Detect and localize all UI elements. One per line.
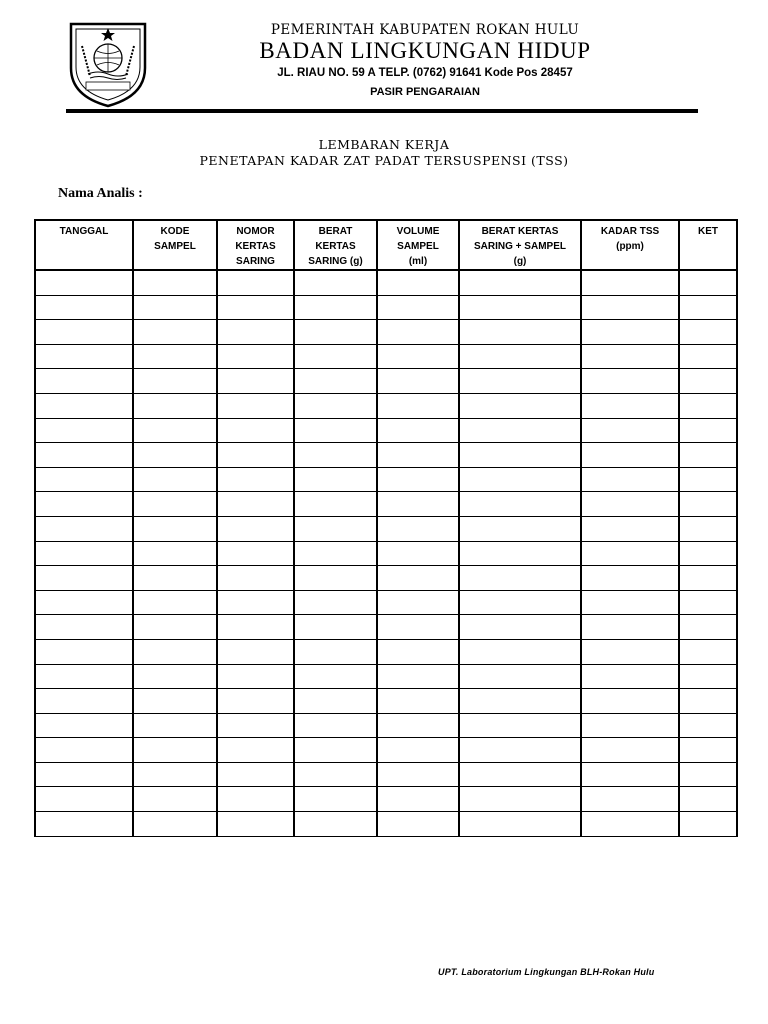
table-cell[interactable] (581, 468, 679, 493)
table-cell[interactable] (581, 566, 679, 591)
table-cell[interactable] (133, 542, 217, 567)
table-cell[interactable] (294, 369, 377, 394)
table-cell[interactable] (459, 714, 581, 739)
table-cell[interactable] (133, 345, 217, 370)
table-cell[interactable] (459, 419, 581, 444)
table-row (35, 345, 737, 370)
table-cell[interactable] (35, 320, 133, 345)
table-cell[interactable] (294, 812, 377, 837)
table-cell[interactable] (377, 443, 459, 468)
table-cell[interactable] (294, 517, 377, 542)
table-cell[interactable] (217, 640, 294, 665)
table-cell[interactable] (294, 763, 377, 788)
table-cell[interactable] (377, 320, 459, 345)
table-cell[interactable] (294, 689, 377, 714)
table-cell[interactable] (294, 394, 377, 419)
table-cell[interactable] (581, 419, 679, 444)
table-row (35, 566, 737, 591)
table-cell[interactable] (679, 591, 737, 616)
column-header: KADAR TSS (ppm) (581, 220, 679, 271)
table-cell[interactable] (377, 468, 459, 493)
column-header: NOMOR KERTAS SARING (217, 220, 294, 271)
table-cell[interactable] (459, 271, 581, 296)
table-row (35, 443, 737, 468)
table-cell[interactable] (294, 665, 377, 690)
table-cell[interactable] (133, 787, 217, 812)
table-cell[interactable] (679, 296, 737, 321)
table-cell[interactable] (217, 542, 294, 567)
table-cell[interactable] (679, 419, 737, 444)
table-cell[interactable] (217, 271, 294, 296)
table-cell[interactable] (294, 271, 377, 296)
table-cell[interactable] (679, 320, 737, 345)
table-cell[interactable] (217, 394, 294, 419)
table-cell[interactable] (35, 296, 133, 321)
table-cell[interactable] (459, 763, 581, 788)
table-cell[interactable] (133, 419, 217, 444)
table-cell[interactable] (294, 296, 377, 321)
table-cell[interactable] (294, 738, 377, 763)
table-cell[interactable] (581, 787, 679, 812)
table-row (35, 320, 737, 345)
table-cell[interactable] (679, 345, 737, 370)
table-cell[interactable] (217, 517, 294, 542)
table-cell[interactable] (35, 787, 133, 812)
analyst-name-label: Nama Analis : (58, 186, 143, 201)
table-cell[interactable] (459, 443, 581, 468)
table-cell[interactable] (679, 443, 737, 468)
table-cell[interactable] (679, 566, 737, 591)
table-cell[interactable] (377, 345, 459, 370)
table-row (35, 812, 737, 837)
table-cell[interactable] (217, 763, 294, 788)
table-cell[interactable] (679, 738, 737, 763)
table-cell[interactable] (377, 492, 459, 517)
table-cell[interactable] (377, 566, 459, 591)
table-cell[interactable] (377, 271, 459, 296)
table-cell[interactable] (294, 566, 377, 591)
table-cell[interactable] (35, 738, 133, 763)
table-cell[interactable] (581, 591, 679, 616)
table-cell[interactable] (217, 787, 294, 812)
table-cell[interactable] (459, 738, 581, 763)
table-cell[interactable] (679, 271, 737, 296)
table-cell[interactable] (581, 738, 679, 763)
table-cell[interactable] (217, 320, 294, 345)
table-cell[interactable] (133, 591, 217, 616)
table-cell[interactable] (133, 738, 217, 763)
table-cell[interactable] (459, 787, 581, 812)
column-header: KET (679, 220, 737, 271)
table-cell[interactable] (133, 689, 217, 714)
table-cell[interactable] (294, 468, 377, 493)
worksheet-table-frame (34, 219, 738, 837)
table-cell[interactable] (217, 812, 294, 837)
table-cell[interactable] (581, 665, 679, 690)
table-cell[interactable] (35, 419, 133, 444)
table-cell[interactable] (679, 492, 737, 517)
table-cell[interactable] (35, 542, 133, 567)
table-cell[interactable] (377, 419, 459, 444)
table-cell[interactable] (133, 763, 217, 788)
table-cell[interactable] (581, 640, 679, 665)
table-cell[interactable] (133, 443, 217, 468)
table-cell[interactable] (679, 615, 737, 640)
agency-address: JL. RIAU NO. 59 A TELP. (0762) 91641 Kode Pos 28457 (277, 67, 573, 79)
table-cell[interactable] (35, 689, 133, 714)
table-cell[interactable] (459, 542, 581, 567)
table-cell[interactable] (459, 296, 581, 321)
table-cell[interactable] (35, 517, 133, 542)
worksheet-table (35, 220, 737, 837)
table-row (35, 591, 737, 616)
table-row (35, 689, 737, 714)
table-row (35, 492, 737, 517)
table-cell[interactable] (459, 665, 581, 690)
table-cell[interactable] (294, 320, 377, 345)
government-name: PEMERINTAH KABUPATEN ROKAN HULU (270, 22, 580, 38)
column-header: TANGGAL (35, 220, 133, 271)
table-cell[interactable] (294, 714, 377, 739)
table-row (35, 394, 737, 419)
table-cell[interactable] (581, 714, 679, 739)
rokan-hulu-emblem-icon (66, 16, 150, 108)
table-cell[interactable] (581, 615, 679, 640)
table-row (35, 468, 737, 493)
table-row (35, 714, 737, 739)
table-cell[interactable] (459, 320, 581, 345)
table-cell[interactable] (679, 542, 737, 567)
table-cell[interactable] (35, 468, 133, 493)
table-cell[interactable] (377, 763, 459, 788)
document-subtitle: PENETAPAN KADAR ZAT PADAT TERSUSPENSI (TSS) (199, 153, 569, 168)
table-cell[interactable] (294, 542, 377, 567)
table-cell[interactable] (217, 665, 294, 690)
table-row (35, 419, 737, 444)
table-body (35, 271, 737, 837)
table-cell[interactable] (133, 812, 217, 837)
table-cell[interactable] (459, 566, 581, 591)
table-cell[interactable] (133, 369, 217, 394)
table-cell[interactable] (217, 419, 294, 444)
table-row (35, 542, 737, 567)
table-cell[interactable] (459, 492, 581, 517)
table-header-row (35, 220, 737, 271)
table-cell[interactable] (459, 345, 581, 370)
table-cell[interactable] (679, 812, 737, 837)
table-cell[interactable] (35, 443, 133, 468)
table-cell[interactable] (133, 468, 217, 493)
table-cell[interactable] (459, 640, 581, 665)
table-row (35, 517, 737, 542)
table-cell[interactable] (581, 271, 679, 296)
table-cell[interactable] (35, 640, 133, 665)
table-cell[interactable] (217, 492, 294, 517)
table-cell[interactable] (377, 296, 459, 321)
table-cell[interactable] (459, 591, 581, 616)
table-cell[interactable] (581, 345, 679, 370)
table-row (35, 271, 737, 296)
table-cell[interactable] (679, 369, 737, 394)
table-cell[interactable] (35, 591, 133, 616)
table-cell[interactable] (377, 812, 459, 837)
table-cell[interactable] (679, 665, 737, 690)
table-cell[interactable] (679, 640, 737, 665)
table-cell[interactable] (35, 812, 133, 837)
agency-name: BADAN LINGKUNGAN HIDUP (259, 38, 591, 63)
table-cell[interactable] (679, 714, 737, 739)
table-cell[interactable] (35, 763, 133, 788)
table-cell[interactable] (217, 345, 294, 370)
table-cell[interactable] (133, 296, 217, 321)
column-header: KODE SAMPEL (133, 220, 217, 271)
table-cell[interactable] (581, 689, 679, 714)
table-cell[interactable] (377, 787, 459, 812)
table-cell[interactable] (35, 369, 133, 394)
table-cell[interactable] (377, 640, 459, 665)
footer-lab-name: UPT. Laboratorium Lingkungan BLH-Rokan Hulu (438, 967, 655, 977)
table-cell[interactable] (133, 640, 217, 665)
table-cell[interactable] (377, 517, 459, 542)
table-cell[interactable] (581, 812, 679, 837)
table-cell[interactable] (217, 566, 294, 591)
table-cell[interactable] (35, 271, 133, 296)
table-cell[interactable] (217, 714, 294, 739)
table-cell[interactable] (217, 296, 294, 321)
table-cell[interactable] (133, 271, 217, 296)
table-cell[interactable] (377, 714, 459, 739)
table-cell[interactable] (133, 517, 217, 542)
table-cell[interactable] (294, 615, 377, 640)
table-cell[interactable] (581, 394, 679, 419)
table-cell[interactable] (35, 665, 133, 690)
table-cell[interactable] (581, 542, 679, 567)
table-cell[interactable] (377, 615, 459, 640)
table-cell[interactable] (581, 320, 679, 345)
table-row (35, 369, 737, 394)
table-cell[interactable] (679, 763, 737, 788)
table-cell[interactable] (294, 492, 377, 517)
table-cell[interactable] (581, 369, 679, 394)
table-cell[interactable] (294, 419, 377, 444)
table-cell[interactable] (459, 615, 581, 640)
table-cell[interactable] (133, 394, 217, 419)
table-cell[interactable] (133, 615, 217, 640)
table-cell[interactable] (35, 345, 133, 370)
table-row (35, 738, 737, 763)
table-cell[interactable] (377, 369, 459, 394)
table-cell[interactable] (217, 689, 294, 714)
table-cell[interactable] (679, 787, 737, 812)
document-title: LEMBARAN KERJA (318, 137, 450, 152)
table-cell[interactable] (679, 689, 737, 714)
header-divider (66, 109, 698, 113)
table-cell[interactable] (581, 517, 679, 542)
table-row (35, 640, 737, 665)
table-cell[interactable] (581, 492, 679, 517)
table-cell[interactable] (133, 320, 217, 345)
table-cell[interactable] (377, 665, 459, 690)
table-cell[interactable] (679, 394, 737, 419)
table-cell[interactable] (35, 566, 133, 591)
table-row (35, 787, 737, 812)
table-cell[interactable] (581, 296, 679, 321)
table-cell[interactable] (377, 591, 459, 616)
table-cell[interactable] (377, 542, 459, 567)
table-cell[interactable] (294, 787, 377, 812)
table-cell[interactable] (35, 714, 133, 739)
table-cell[interactable] (217, 468, 294, 493)
table-cell[interactable] (294, 443, 377, 468)
column-header: VOLUME SAMPEL (ml) (377, 220, 459, 271)
table-row (35, 665, 737, 690)
table-cell[interactable] (133, 492, 217, 517)
table-cell[interactable] (581, 763, 679, 788)
table-row (35, 296, 737, 321)
table-cell[interactable] (459, 812, 581, 837)
table-cell[interactable] (133, 665, 217, 690)
table-row (35, 615, 737, 640)
table-cell[interactable] (459, 689, 581, 714)
table-cell[interactable] (459, 517, 581, 542)
table-cell[interactable] (133, 714, 217, 739)
column-header: BERAT KERTAS SARING (g) (294, 220, 377, 271)
table-cell[interactable] (133, 566, 217, 591)
table-cell[interactable] (459, 394, 581, 419)
table-cell[interactable] (377, 394, 459, 419)
table-cell[interactable] (679, 468, 737, 493)
table-cell[interactable] (217, 591, 294, 616)
table-cell[interactable] (459, 468, 581, 493)
table-cell[interactable] (35, 394, 133, 419)
table-row (35, 763, 737, 788)
column-header: BERAT KERTAS SARING + SAMPEL (g) (459, 220, 581, 271)
table-cell[interactable] (679, 517, 737, 542)
table-cell[interactable] (294, 640, 377, 665)
table-cell[interactable] (35, 615, 133, 640)
table-cell[interactable] (294, 591, 377, 616)
table-cell[interactable] (459, 369, 581, 394)
table-cell[interactable] (217, 615, 294, 640)
table-cell[interactable] (377, 738, 459, 763)
agency-city: PASIR PENGARAIAN (370, 86, 480, 98)
table-cell[interactable] (377, 689, 459, 714)
table-cell[interactable] (217, 369, 294, 394)
table-cell[interactable] (217, 738, 294, 763)
table-cell[interactable] (217, 443, 294, 468)
table-cell[interactable] (294, 345, 377, 370)
table-cell[interactable] (581, 443, 679, 468)
table-cell[interactable] (35, 492, 133, 517)
